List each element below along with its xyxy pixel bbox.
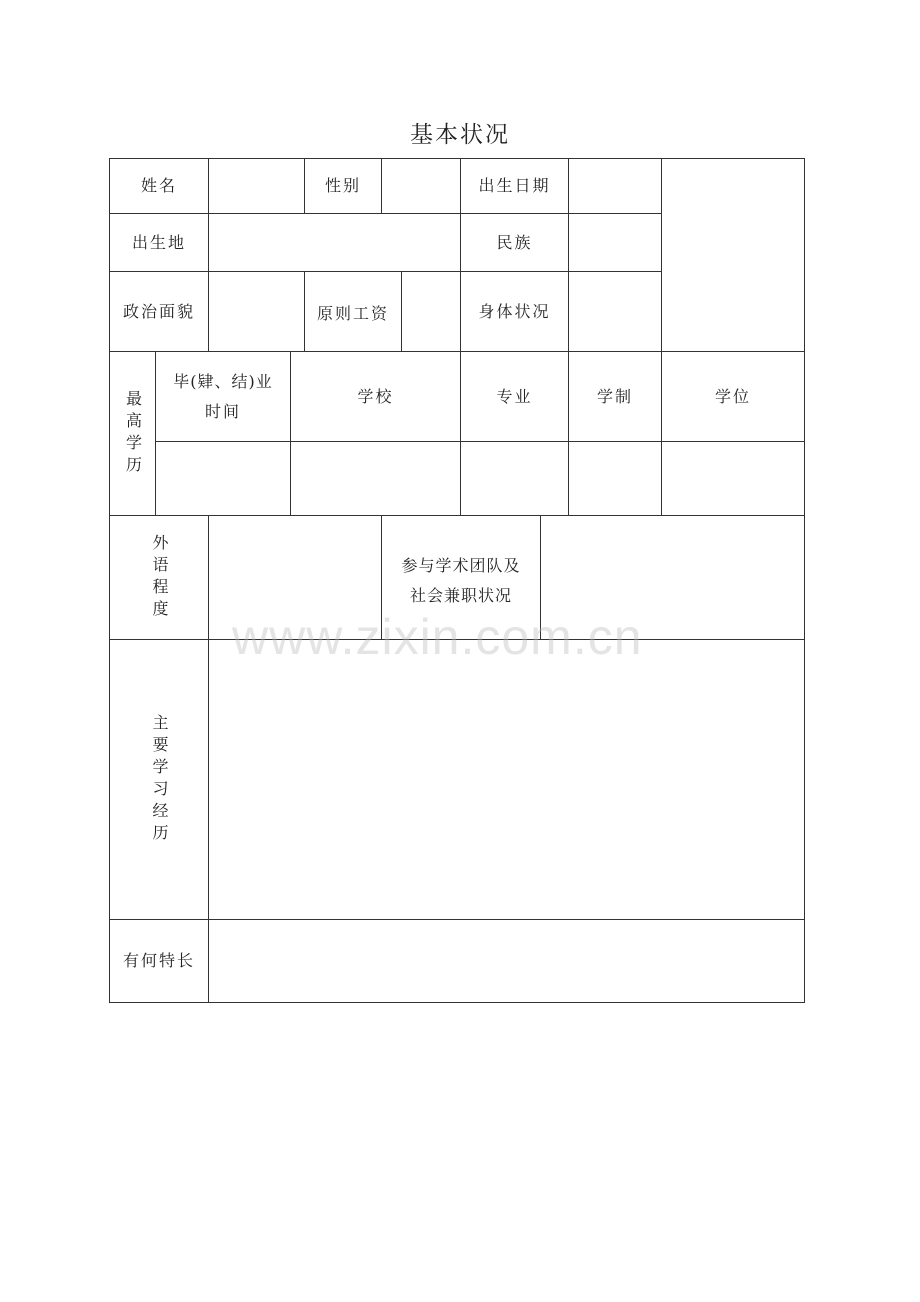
name-label: 姓名 bbox=[140, 176, 177, 195]
duration-header: 学制 bbox=[596, 386, 633, 406]
specialties-label: 有何特长 bbox=[122, 951, 195, 970]
gender-field[interactable] bbox=[382, 159, 460, 213]
birthplace-field[interactable] bbox=[209, 214, 460, 271]
page-title: 基本状况 bbox=[410, 122, 510, 148]
major-header: 专业 bbox=[496, 386, 533, 406]
graduation-time-line2: 时间 bbox=[204, 401, 241, 421]
study-experience-field[interactable] bbox=[209, 640, 804, 919]
health-label: 身体状况 bbox=[478, 301, 551, 321]
birth-date-label: 出生日期 bbox=[478, 176, 551, 195]
ethnicity-label: 民族 bbox=[496, 232, 533, 252]
academic-teams-line2: 社会兼职状况 bbox=[409, 585, 512, 605]
graduation-time-field[interactable] bbox=[156, 442, 290, 515]
degree-header: 学位 bbox=[714, 386, 751, 406]
birth-date-field[interactable] bbox=[569, 159, 661, 213]
specialties-field[interactable] bbox=[209, 920, 804, 1002]
academic-teams-line1: 参与学术团队及 bbox=[401, 555, 521, 575]
degree-field[interactable] bbox=[662, 442, 804, 515]
salary-label: 原则工资 bbox=[316, 303, 389, 323]
photo-area[interactable] bbox=[662, 159, 804, 351]
school-header: 学校 bbox=[357, 386, 394, 406]
watermark-text: www.zixin.com.cn bbox=[232, 609, 643, 665]
study-experience-label: 主要学习经历 bbox=[150, 713, 169, 846]
political-status-label: 政治面貌 bbox=[122, 301, 195, 321]
duration-field[interactable] bbox=[569, 442, 661, 515]
health-field[interactable] bbox=[569, 272, 661, 351]
graduation-time-header bbox=[156, 352, 290, 441]
school-field[interactable] bbox=[291, 442, 460, 515]
major-field[interactable] bbox=[461, 442, 568, 515]
salary-field[interactable] bbox=[402, 272, 460, 351]
political-status-field[interactable] bbox=[209, 272, 304, 351]
graduation-time-line1: 毕(肄、结)业 bbox=[173, 371, 273, 391]
name-field[interactable] bbox=[209, 159, 304, 213]
grid-line bbox=[804, 158, 805, 1003]
grid-line bbox=[109, 1002, 805, 1003]
ethnicity-field[interactable] bbox=[569, 214, 661, 271]
gender-label: 性别 bbox=[324, 176, 361, 195]
foreign-language-label: 外语程度 bbox=[150, 533, 169, 622]
highest-education-label: 最高学历 bbox=[123, 389, 143, 478]
birthplace-label: 出生地 bbox=[131, 232, 186, 252]
